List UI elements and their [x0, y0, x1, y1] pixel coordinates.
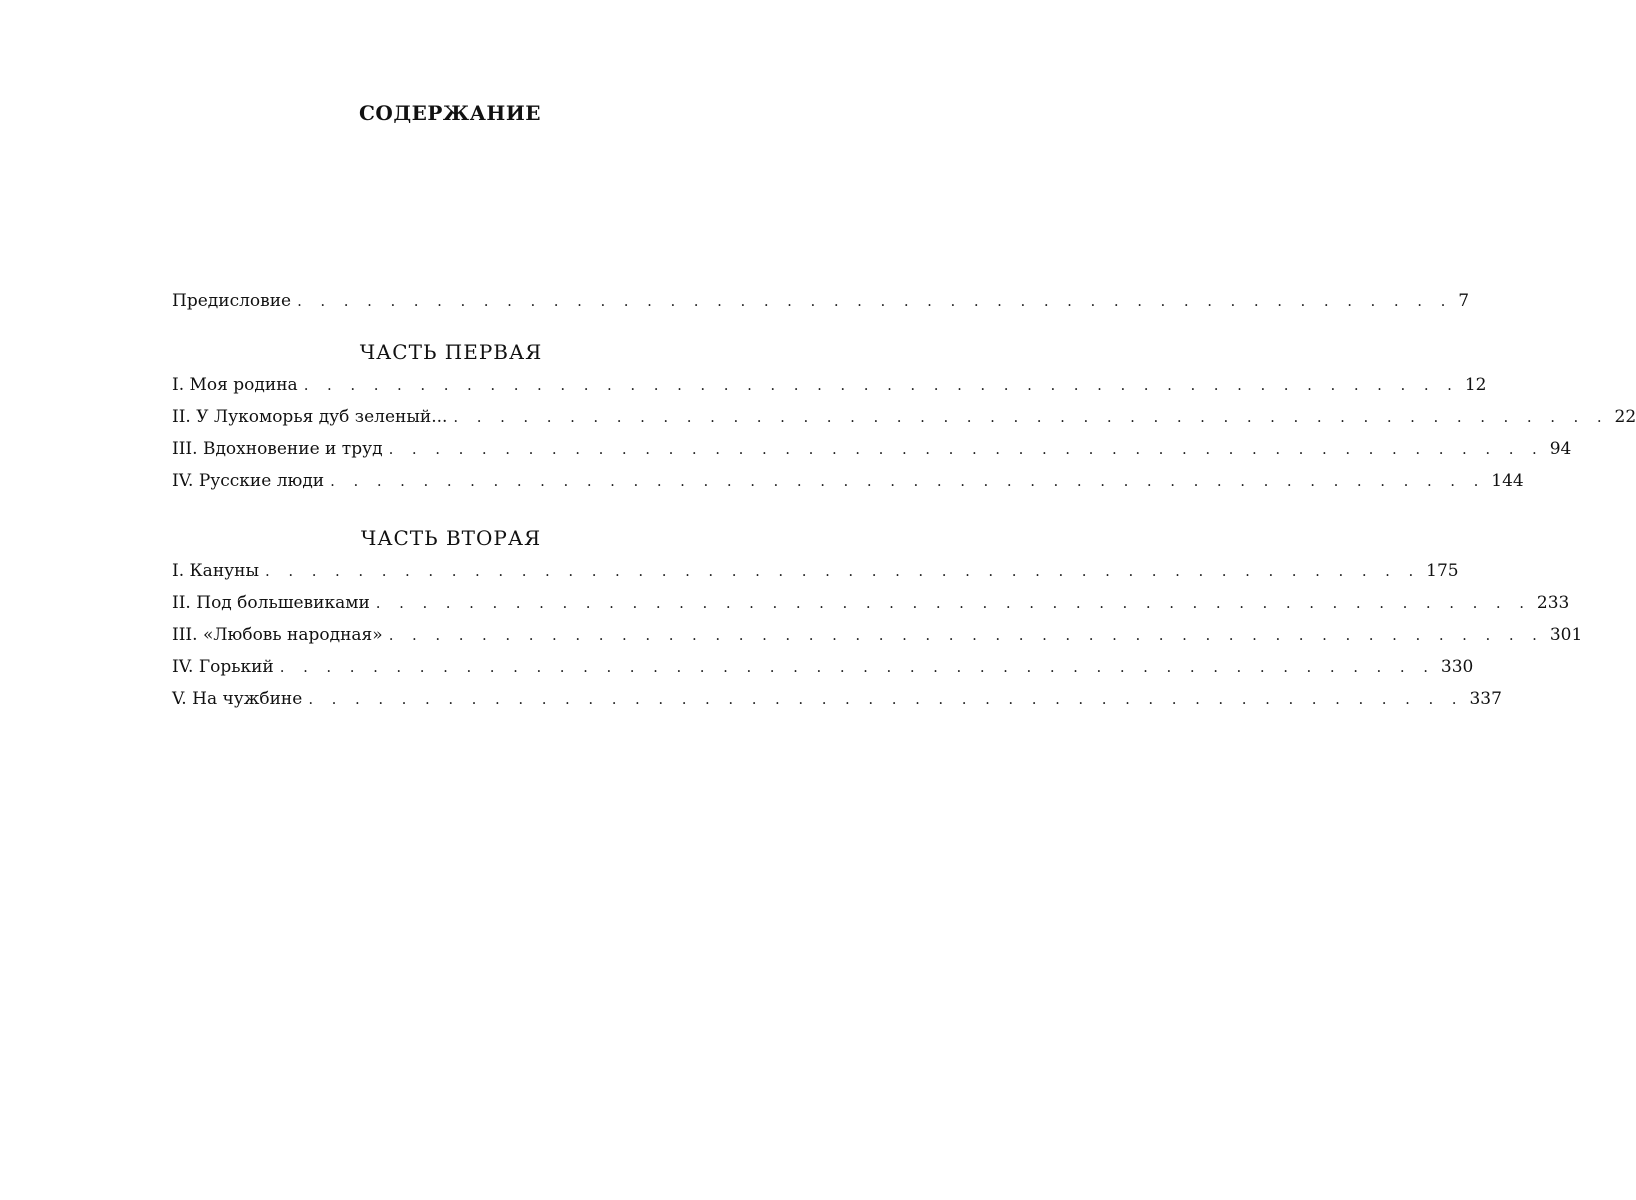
toc-entry-page-number: 330	[1440, 657, 1474, 677]
toc-entry-page-number: 144	[1491, 471, 1524, 491]
toc-entry-label: IV. Русские люди	[172, 471, 325, 491]
dot-leader: . . . . . . . . . . . . . . . . . . . . . . . . . . . . . . . . . . . . . . . . . . . . . . . . . .	[279, 658, 1435, 676]
toc-entry-preface[interactable]	[172, 285, 1470, 317]
toc-entry-page-number: 12	[1464, 375, 1487, 395]
dot-leader: . . . . . . . . . . . . . . . . . . . . . . . . . . . . . . . . . . . . . . . . . . . . . . . . . .	[375, 594, 1531, 612]
toc-entry[interactable]	[172, 651, 1474, 683]
toc-entry[interactable]	[172, 619, 1583, 651]
toc-entry-label: II. Под большевиками	[172, 593, 370, 613]
toc-entry[interactable]	[172, 683, 1502, 715]
section-heading-part-one: ЧАСТЬ ПЕРВАЯ	[359, 340, 543, 364]
toc-entry-label: V. На чужбине	[172, 689, 303, 709]
toc-entry[interactable]	[172, 369, 1487, 401]
section-heading-part-two: ЧАСТЬ ВТОРАЯ	[360, 526, 542, 550]
table-of-contents	[172, 285, 1636, 715]
toc-entry-label: I. Моя родина	[172, 375, 298, 395]
toc-entry-page-number: 7	[1458, 291, 1470, 311]
toc-entry-label: IV. Горький	[172, 657, 274, 677]
page-title: СОДЕРЖАНИЕ	[359, 101, 541, 125]
dot-leader: . . . . . . . . . . . . . . . . . . . . . . . . . . . . . . . . . . . . . . . . . . . . . . . . . .	[330, 472, 1486, 490]
toc-entry-page-number: 175	[1426, 561, 1459, 581]
toc-entry-page-number: 22	[1614, 407, 1636, 427]
toc-entry-page-number: 94	[1549, 439, 1572, 459]
toc-entry-page-number: 301	[1549, 625, 1583, 645]
dot-leader: . . . . . . . . . . . . . . . . . . . . . . . . . . . . . . . . . . . . . . . . . . . . . . . . . .	[297, 292, 1453, 310]
toc-entry-label: I. Кануны	[172, 561, 260, 581]
toc-entry-label: III. Вдохновение и труд	[172, 439, 383, 459]
toc-entry[interactable]	[172, 465, 1524, 497]
toc-entry-label: II. У Лукоморья дуб зеленый...	[172, 407, 448, 427]
toc-entry[interactable]	[172, 587, 1570, 619]
toc-entry-page-number: 337	[1469, 689, 1502, 709]
toc-entry[interactable]	[172, 401, 1636, 433]
dot-leader: . . . . . . . . . . . . . . . . . . . . . . . . . . . . . . . . . . . . . . . . . . . . . . . . . .	[308, 690, 1464, 708]
dot-leader: . . . . . . . . . . . . . . . . . . . . . . . . . . . . . . . . . . . . . . . . . . . . . . . . . .	[303, 376, 1459, 394]
toc-entry-page-number: 233	[1536, 593, 1570, 613]
toc-entry-label: Предисловие	[172, 291, 292, 311]
toc-entry-label: III. «Любовь народная»	[172, 625, 383, 645]
dot-leader: . . . . . . . . . . . . . . . . . . . . . . . . . . . . . . . . . . . . . . . . . . . . . . . . . .	[388, 440, 1544, 458]
dot-leader: . . . . . . . . . . . . . . . . . . . . . . . . . . . . . . . . . . . . . . . . . . . . . . . . . .	[453, 408, 1609, 426]
dot-leader: . . . . . . . . . . . . . . . . . . . . . . . . . . . . . . . . . . . . . . . . . . . . . . . . . .	[265, 562, 1421, 580]
dot-leader: . . . . . . . . . . . . . . . . . . . . . . . . . . . . . . . . . . . . . . . . . . . . . . . . . .	[388, 626, 1544, 644]
toc-entry[interactable]	[172, 433, 1572, 465]
toc-entry[interactable]	[172, 555, 1459, 587]
